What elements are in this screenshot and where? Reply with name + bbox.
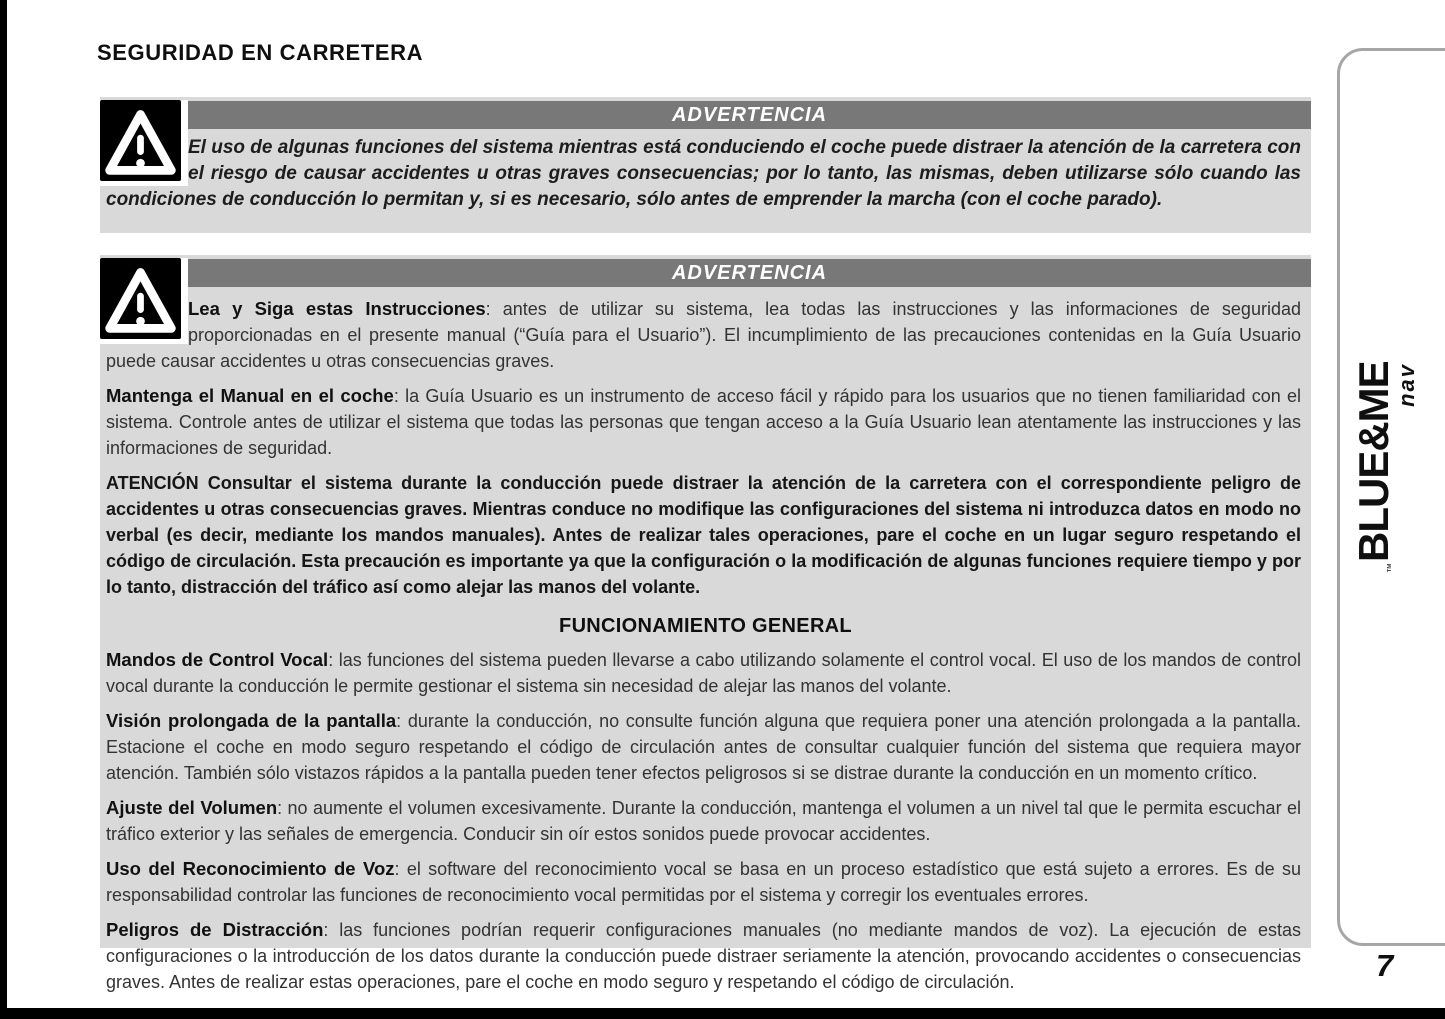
para-lead: Mandos de Control Vocal	[106, 649, 329, 670]
warning-triangle-icon	[100, 258, 188, 344]
para-lead: Visión prolongada de la pantalla	[106, 710, 397, 731]
blueandme-nav-logo	[1350, 361, 1422, 573]
warning-1-text: El uso de algunas funciones del sistema mientras está conduciendo el coche puede distraer la atención de la carretera con el riesgo de causar accidentes u otras graves consecuencias; por lo tanto, las mismas, deben utilizarse sólo cuando las condiciones de conducción lo permitan y, si es necesario, sólo antes de emprender la marcha (con el coche parado).	[106, 137, 1301, 210]
para-body: : antes de utilizar su sistema, lea todas las instrucciones y las informaciones de seguridad proporcionadas en el presente manual (“Guía para el Usuario”). El incumplimiento de las precauciones contenidas en la Guía Usuario puede causar accidentes u otras consecuencias graves.	[106, 299, 1301, 371]
para-atencion: ATENCIÓN Consultar el sistema durante la conducción puede distraer la atención de la carretera con el correspondiente peligro de accidentes u otras consecuencias graves. Mientras conduce no modifique las configuraciones del sistema ni introduzca datos en modo no verbal (es decir, mediante los mandos manuales). Antes de realizar tales operaciones, pare el coche en un lugar seguro respetando el código de circulación. Esta precaución es importante ya que la configuración o la modificación de algunas funciones requiere tiempo y por lo tanto, distracción del tráfico así como alejar las manos del volante.	[106, 473, 1301, 597]
para-mandos-control-vocal	[106, 647, 1301, 699]
trademark-mark: ™	[1386, 563, 1397, 573]
warning-2-header: ADVERTENCIA	[188, 259, 1311, 287]
para-lea-y-siga	[106, 296, 1301, 374]
para-ajuste-volumen	[106, 795, 1301, 847]
para-mantenga-manual	[106, 383, 1301, 461]
warning-box-1	[100, 97, 1311, 233]
para-lead: Ajuste del Volumen	[106, 797, 278, 818]
para-vision-prolongada	[106, 708, 1301, 786]
page-number: 7	[1376, 948, 1394, 983]
para-body: : las funciones del sistema pueden llevarse a cabo utilizando solamente el control vocal. El uso de los mandos de control vocal durante la conducción le permite gestionar el sistema sin necesidad de alejar las manos del volante.	[106, 650, 1301, 696]
para-body: : durante la conducción, no consulte función alguna que requiera poner una atención prolongada a la pantalla. Estacione el coche en modo seguro respetando el código de circulación antes de consultar cualquier función del sistema que requiera mayor atención. También sólo vistazos rápidos a la pantalla pueden tener efectos peligrosos si se distrae durante la conducción en un momento crítico.	[106, 711, 1301, 783]
para-lead: Uso del Reconocimiento de Voz	[106, 858, 395, 879]
para-body: : la Guía Usuario es un instrumento de acceso fácil y rápido para los usuarios que no tienen familiaridad con el sistema. Controle antes de utilizar el sistema que todas las personas que tengan acceso a la Guía Usuario lean atentamente las instrucciones y las informaciones de seguridad.	[106, 386, 1302, 458]
para-uso-reconocimiento-voz	[106, 856, 1301, 908]
page-title: SEGURIDAD EN CARRETERA	[97, 40, 424, 65]
nav-wordmark: nav	[1394, 363, 1419, 407]
page-edge-bottom	[0, 1008, 1445, 1019]
para-lead: Peligros de Distracción	[106, 919, 324, 940]
blueandme-wordmark: BLUE&ME	[1350, 361, 1397, 562]
page-edge-left	[0, 0, 7, 1019]
warning-triangle-icon	[100, 100, 188, 186]
warning-box-2	[100, 255, 1311, 992]
para-peligros-distraccion	[106, 917, 1301, 995]
para-lead: Lea y Siga estas Instrucciones	[188, 298, 486, 319]
para-lead: Mantenga el Manual en el coche	[106, 385, 394, 406]
warning-1-header: ADVERTENCIA	[188, 101, 1311, 129]
para-body: : no aumente el volumen excesivamente. Durante la conducción, mantenga el volumen a un nivel tal que le permita escuchar el tráfico exterior y las señales de emergencia. Conducir sin oír estos sonidos puede provocar accidentes.	[106, 798, 1301, 844]
para-body: : el software del reconocimiento vocal se basa en un proceso estadístico que está sujeto a errores. Es de su responsabilidad controlar las funciones de reconocimiento vocal permitidas por el sistema y corregir los eventuales errores.	[106, 859, 1301, 905]
para-body: : las funciones podrían requerir configuraciones manuales (no mediante mandos de voz). La ejecución de estas configuraciones o la introducción de los datos durante la conducción puede distraer seriamente la atención, provocando accidentes o consecuencias graves. Antes de realizar estas operaciones, pare el coche en modo seguro y respetando el código de circulación.	[106, 920, 1301, 992]
section-heading: FUNCIONAMIENTO GENERAL	[559, 615, 852, 637]
